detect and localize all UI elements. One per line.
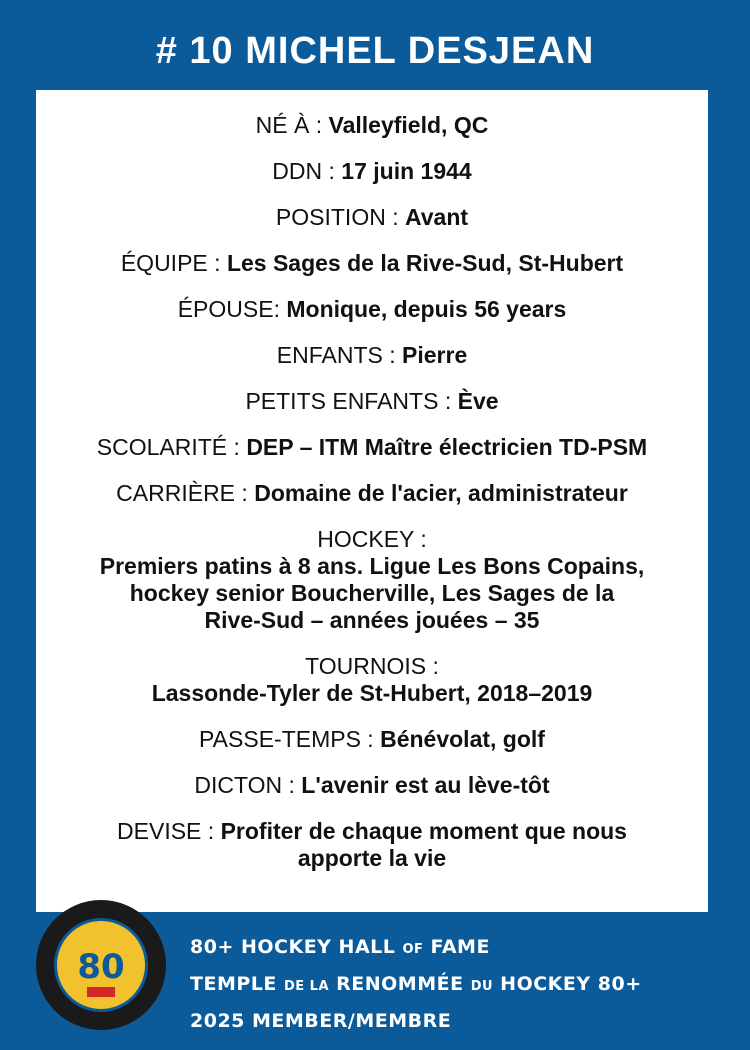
player-title: # 10 MICHEL DESJEAN: [155, 30, 595, 72]
row-education: [36, 434, 708, 461]
footer-text: RENOMMÉE: [329, 973, 471, 995]
row-value: Ève: [457, 388, 499, 414]
row-label: PASSE-TEMPS :: [199, 726, 381, 752]
row-value: Pierre: [402, 342, 468, 368]
row-value: Bénévolat, golf: [380, 726, 545, 752]
footer-line-french: [190, 967, 642, 1004]
footer-line-member: 2025 MEMBER/MEMBRE: [190, 1010, 452, 1032]
row-spouse: [36, 296, 708, 323]
footer-text: HOCKEY 80+: [493, 973, 642, 995]
info-panel: [36, 90, 708, 912]
row-motto: [36, 818, 708, 872]
row-position: [36, 204, 708, 231]
row-label: ENFANTS :: [276, 342, 403, 368]
row-label: DEVISE :: [117, 818, 221, 844]
row-value: Avant: [405, 204, 469, 230]
row-label: SCOLARITÉ :: [96, 434, 247, 460]
row-career: [36, 480, 708, 507]
footer-text: 80+ HOCKEY HALL: [190, 936, 403, 958]
row-value: Valleyfield, QC: [328, 112, 489, 138]
row-label: PETITS ENFANTS :: [245, 388, 458, 414]
row-label: ÉPOUSE:: [177, 296, 287, 322]
footer: [190, 930, 642, 1038]
row-tournaments: [36, 653, 708, 707]
row-value: Lassonde-Tyler de St-Hubert, 2018–2019: [151, 680, 593, 706]
row-label: HOCKEY :: [317, 526, 427, 552]
logo-number: 80: [77, 947, 125, 987]
row-value: Monique, depuis 56 years: [286, 296, 567, 322]
row-hockey: [36, 526, 708, 634]
row-value: DEP – ITM Maître électricien TD-PSM: [246, 434, 648, 460]
row-saying: [36, 772, 708, 799]
row-dob: [36, 158, 708, 185]
info-rows: [36, 112, 708, 891]
row-born: [36, 112, 708, 139]
row-label: DICTON :: [194, 772, 302, 798]
row-label: NÉ À :: [255, 112, 329, 138]
logo-badge: [54, 918, 148, 1012]
row-label: TOURNOIS :: [305, 653, 439, 679]
row-label: CARRIÈRE :: [116, 480, 255, 506]
footer-text-small: DE LA: [283, 979, 330, 994]
footer-line-english: [190, 930, 642, 967]
footer-text: FAME: [423, 936, 490, 958]
row-hobbies: [36, 726, 708, 753]
footer-text-small: OF: [402, 942, 424, 957]
hockey-line-3: Rive-Sud – années jouées – 35: [204, 607, 540, 633]
row-value: Domaine de l'acier, administrateur: [254, 480, 628, 506]
row-value: 17 juin 1944: [341, 158, 472, 184]
row-label: ÉQUIPE :: [120, 250, 227, 276]
hall-of-fame-logo: [36, 900, 166, 1030]
row-team: [36, 250, 708, 277]
maple-flag-icon: [87, 987, 115, 997]
row-value: L'avenir est au lève-tôt: [301, 772, 550, 798]
hockey-line-2: hockey senior Boucherville, Les Sages de la: [129, 580, 615, 606]
footer-text-small: DU: [470, 979, 494, 994]
motto-line-1: Profiter de chaque moment que nous: [220, 818, 627, 844]
hockey-line-1: Premiers patins à 8 ans. Ligue Les Bons Copains,: [99, 553, 645, 579]
row-label: POSITION :: [275, 204, 405, 230]
motto-line-2: apporte la vie: [297, 845, 447, 871]
footer-text: TEMPLE: [190, 973, 284, 995]
row-value: Les Sages de la Rive-Sud, St-Hubert: [226, 250, 624, 276]
row-label: DDN :: [272, 158, 342, 184]
row-grandchildren: [36, 388, 708, 415]
row-children: [36, 342, 708, 369]
